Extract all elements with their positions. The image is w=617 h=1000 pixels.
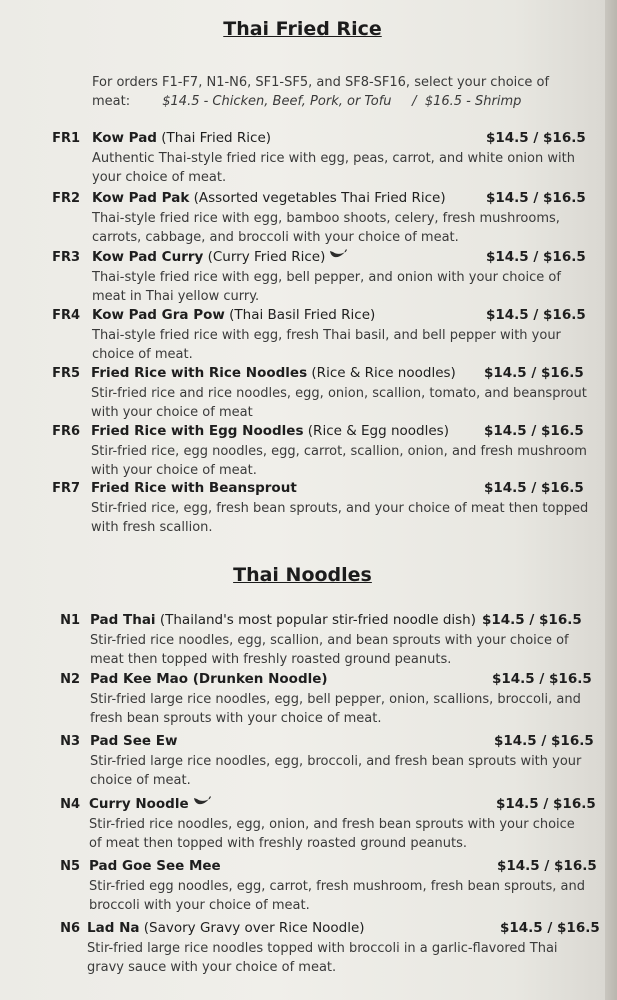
item-code: FR2 (52, 191, 80, 206)
description-line: carrots, cabbage, and broccoli with your choice of meat. (92, 230, 459, 245)
description-line: your choice of meat. (92, 170, 227, 185)
item-subtitle: (Assorted vegetables Thai Fried Rice) (189, 190, 446, 206)
item-subtitle: (Curry Fried Rice) (203, 249, 326, 265)
item-title: Pad Goe See Mee (89, 858, 221, 874)
item-description (92, 268, 592, 306)
menu-item-n3 (0, 733, 605, 793)
item-name (92, 249, 347, 265)
item-subtitle: (Thailand's most popular stir-fried noodle dish) (155, 612, 477, 628)
item-title: Pad Kee Mao (Drunken Noodle) (90, 671, 328, 687)
description-line: Stir-fried rice, egg noodles, egg, carrot, scallion, onion, and fresh mushroom (91, 444, 587, 459)
item-name (92, 190, 446, 206)
item-title: Kow Pad Curry (92, 249, 204, 265)
item-code: N1 (60, 613, 80, 628)
item-description (92, 149, 592, 187)
item-title: Fried Rice with Rice Noodles (91, 365, 308, 381)
menu-item-n2 (0, 671, 605, 731)
item-code: N4 (60, 797, 80, 812)
item-code: FR3 (52, 250, 80, 265)
item-title: Fried Rice with Beansprout (91, 480, 297, 496)
item-price: $14.5 / $16.5 (497, 858, 597, 874)
item-code: N2 (60, 672, 80, 687)
item-description (92, 209, 592, 247)
chili-pepper-icon (193, 796, 211, 812)
item-price: $14.5 / $16.5 (494, 733, 594, 749)
item-price: $14.5 / $16.5 (496, 796, 596, 812)
item-description (90, 690, 590, 728)
description-line: Stir-fried rice, egg, fresh bean sprouts, and your choice of meat then topped (91, 501, 589, 516)
description-line: Thai-style fried rice with egg, bamboo shoots, celery, fresh mushrooms, (92, 211, 560, 226)
item-code: N3 (60, 734, 80, 749)
description-line: Stir-fried large rice noodles topped with broccoli in a garlic-flavored Thai (87, 941, 558, 956)
description-line: Stir-fried egg noodles, egg, carrot, fresh mushroom, fresh bean sprouts, and (89, 879, 585, 894)
item-title: Pad See Ew (90, 733, 178, 749)
description-line: Thai-style fried rice with egg, bell pepper, and onion with your choice of (92, 270, 561, 285)
item-title: Kow Pad (92, 130, 157, 146)
item-name (90, 671, 328, 687)
item-code: FR4 (52, 308, 80, 323)
item-title: Lad Na (87, 920, 140, 936)
item-price: $14.5 / $16.5 (492, 671, 592, 687)
description-line: Authentic Thai-style fried rice with egg, peas, carrot, and white onion with (92, 151, 575, 166)
description-line: Stir-fried large rice noodles, egg, bell pepper, onion, scallions, broccoli, and (90, 692, 581, 707)
item-name (91, 480, 297, 496)
description-line: meat in Thai yellow curry. (92, 289, 260, 304)
item-description (90, 752, 590, 790)
item-description (89, 877, 589, 915)
item-description (87, 939, 587, 977)
item-description (91, 384, 591, 422)
meat-choice-line2 (92, 92, 572, 111)
item-price: $14.5 / $16.5 (482, 612, 582, 628)
item-price: $14.5 / $16.5 (486, 130, 586, 146)
item-subtitle: (Rice & Rice noodles) (307, 365, 456, 381)
description-line: with your choice of meat (91, 405, 253, 420)
item-title: Kow Pad Gra Pow (92, 307, 225, 323)
item-description (89, 815, 589, 853)
item-title: Pad Thai (90, 612, 156, 628)
item-subtitle: (Savory Gravy over Rice Noodle) (139, 920, 365, 936)
item-price: $14.5 / $16.5 (500, 920, 600, 936)
item-subtitle: (Thai Basil Fried Rice) (224, 307, 376, 323)
menu-item-n4 (0, 796, 605, 856)
item-code: FR5 (52, 366, 80, 381)
menu-item-fr1 (0, 130, 605, 190)
menu-item-fr6 (0, 423, 605, 483)
description-line: broccoli with your choice of meat. (89, 898, 310, 913)
item-name (90, 733, 177, 749)
item-subtitle: (Rice & Egg noodles) (303, 423, 449, 439)
item-price: $14.5 / $16.5 (484, 365, 584, 381)
item-price: $14.5 / $16.5 (486, 307, 586, 323)
menu-item-n5 (0, 858, 605, 918)
item-code: N6 (60, 921, 80, 936)
menu-item-fr4 (0, 307, 605, 367)
description-line: with your choice of meat. (91, 463, 257, 478)
description-line: choice of meat. (90, 773, 191, 788)
section-title-noodles: Thai Noodles (233, 564, 372, 586)
item-code: FR6 (52, 424, 80, 439)
item-price: $14.5 / $16.5 (484, 423, 584, 439)
item-name (87, 920, 365, 936)
description-line: meat then topped with freshly roasted ground peanuts. (90, 652, 452, 667)
item-price: $14.5 / $16.5 (486, 249, 586, 265)
item-code: FR1 (52, 131, 80, 146)
description-line: choice of meat. (92, 347, 193, 362)
menu-item-fr2 (0, 190, 605, 250)
description-line: Thai-style fried rice with egg, fresh Thai basil, and bell pepper with your (92, 328, 561, 343)
description-line: of meat then topped with freshly roasted ground peanuts. (89, 836, 468, 851)
item-title: Kow Pad Pak (92, 190, 190, 206)
page-edge (605, 0, 617, 1000)
description-line: Stir-fried rice noodles, egg, scallion, and bean sprouts with your choice of (90, 633, 569, 648)
menu-item-fr7 (0, 480, 605, 540)
description-line: Stir-fried rice noodles, egg, onion, and fresh bean sprouts with your choice (89, 817, 575, 832)
item-name (91, 365, 456, 381)
menu-item-fr3 (0, 249, 605, 309)
item-description (92, 326, 592, 364)
item-title: Fried Rice with Egg Noodles (91, 423, 304, 439)
menu-item-n6 (0, 920, 605, 980)
menu-item-n1 (0, 612, 605, 672)
section-title-fried-rice: Thai Fried Rice (223, 18, 382, 40)
meat-prices: $14.5 - Chicken, Beef, Pork, or Tofu / $16.5 - Shrimp (162, 94, 522, 109)
meat-choice-line1: For orders F1-F7, N1-N6, SF1-SF5, and SF8-SF16, select your choice of (92, 75, 550, 90)
description-line: Stir-fried large rice noodles, egg, broccoli, and fresh bean sprouts with your (90, 754, 582, 769)
item-code: N5 (60, 859, 80, 874)
item-name (92, 307, 375, 323)
description-line: fresh bean sprouts with your choice of meat. (90, 711, 382, 726)
item-price: $14.5 / $16.5 (486, 190, 586, 206)
meat-label: meat: (92, 94, 131, 109)
description-line: with fresh scallion. (91, 520, 213, 535)
description-line: Stir-fried rice and rice noodles, egg, onion, scallion, tomato, and beansprout (91, 386, 587, 401)
description-line: gravy sauce with your choice of meat. (87, 960, 337, 975)
item-name (91, 423, 449, 439)
item-price: $14.5 / $16.5 (484, 480, 584, 496)
item-subtitle: (Thai Fried Rice) (156, 130, 272, 146)
item-description (90, 631, 590, 669)
item-name (90, 612, 476, 628)
item-description (91, 442, 591, 480)
chili-pepper-icon (329, 249, 347, 265)
item-name (89, 796, 211, 812)
meat-choice-note (92, 73, 572, 111)
item-description (91, 499, 591, 537)
item-code: FR7 (52, 481, 80, 496)
item-name (89, 858, 221, 874)
item-title: Curry Noodle (89, 796, 189, 812)
menu-item-fr5 (0, 365, 605, 425)
item-name (92, 130, 271, 146)
